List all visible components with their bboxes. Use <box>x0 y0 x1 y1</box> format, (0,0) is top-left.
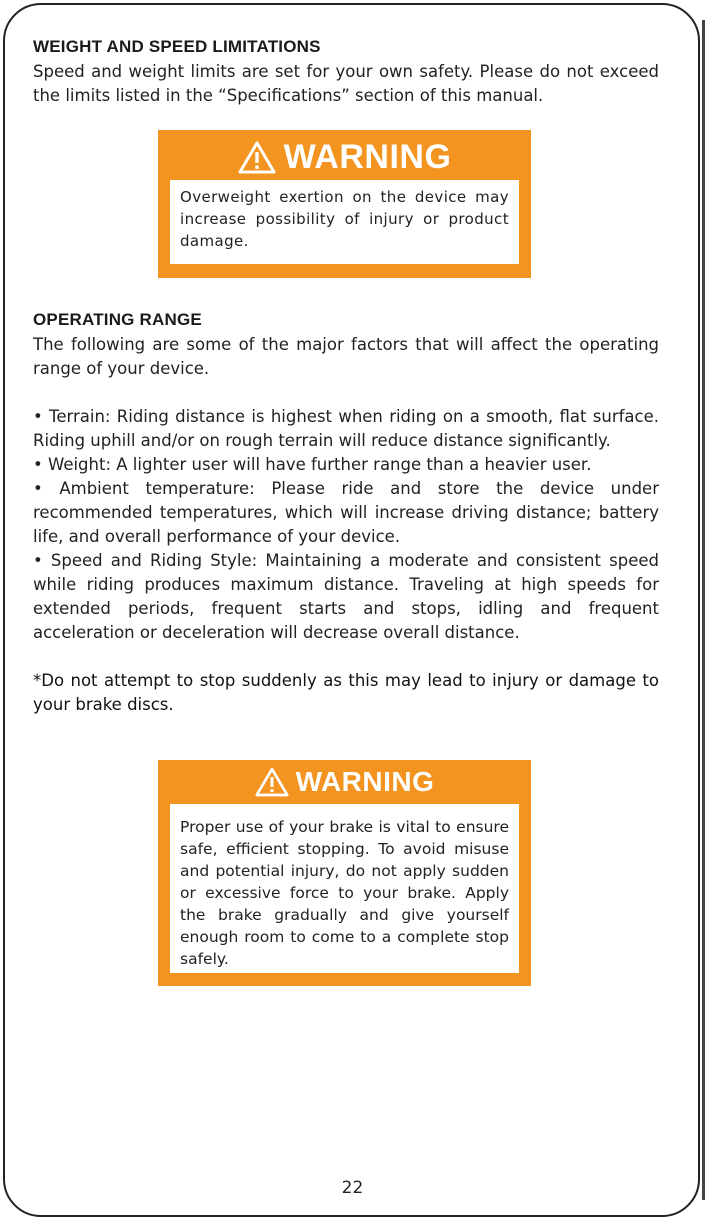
warning-title <box>158 132 531 182</box>
bullet-ambient-temperature: • Ambient temperature: Please ride and store the device under recommended temperatures, which will increase driving distance; battery life, and overall performance of your device. <box>33 479 659 546</box>
bullet-weight: • Weight: A lighter user will have further range than a heavier user. <box>33 455 592 474</box>
warning-title <box>158 760 531 804</box>
warning-text-overweight: Overweight exertion on the device may increase possibility of injury or product damage. <box>170 180 519 264</box>
section-weight-speed <box>33 37 659 108</box>
section-heading-operating-range: OPERATING RANGE <box>33 310 202 329</box>
section-body-weight-speed: Speed and weight limits are set for your own safety. Please do not exceed the limits listed in the “Specifications” section of this manual. <box>33 62 659 105</box>
section-operating-range <box>33 310 659 717</box>
warning-title-text: WARNING <box>283 137 452 176</box>
warning-box-brake <box>158 760 531 986</box>
operating-range-intro: The following are some of the major factors that will affect the operating range of your device. <box>33 335 659 378</box>
warning-text-brake: Proper use of your brake is vital to ensure safe, efficient stopping. To avoid misuse and potential injury, do not apply sudden or excessive force to your brake. Apply the brake gradually and give yourself enough room to come to a complete stop safely. <box>170 804 519 973</box>
page-number: 22 <box>341 1178 364 1198</box>
bullet-speed-riding-style: • Speed and Riding Style: Maintaining a moderate and consistent speed while riding produces maximum distance. Traveling at high speeds for extended periods, frequent starts and stops, idling and frequent acceleration or deceleration will decrease overall distance. <box>33 551 659 642</box>
warning-box-overweight <box>158 130 531 278</box>
warning-triangle-icon <box>255 767 289 797</box>
warning-title-text: WARNING <box>295 766 435 797</box>
warning-triangle-icon <box>238 141 276 174</box>
bullet-terrain: • Terrain: Riding distance is highest when riding on a smooth, flat surface. Riding uphill and/or on rough terrain will reduce distance significantly. <box>33 407 659 450</box>
brake-note: *Do not attempt to stop suddenly as this may lead to injury or damage to your brake discs. <box>33 671 659 714</box>
section-heading-weight-speed: WEIGHT AND SPEED LIMITATIONS <box>33 37 321 56</box>
